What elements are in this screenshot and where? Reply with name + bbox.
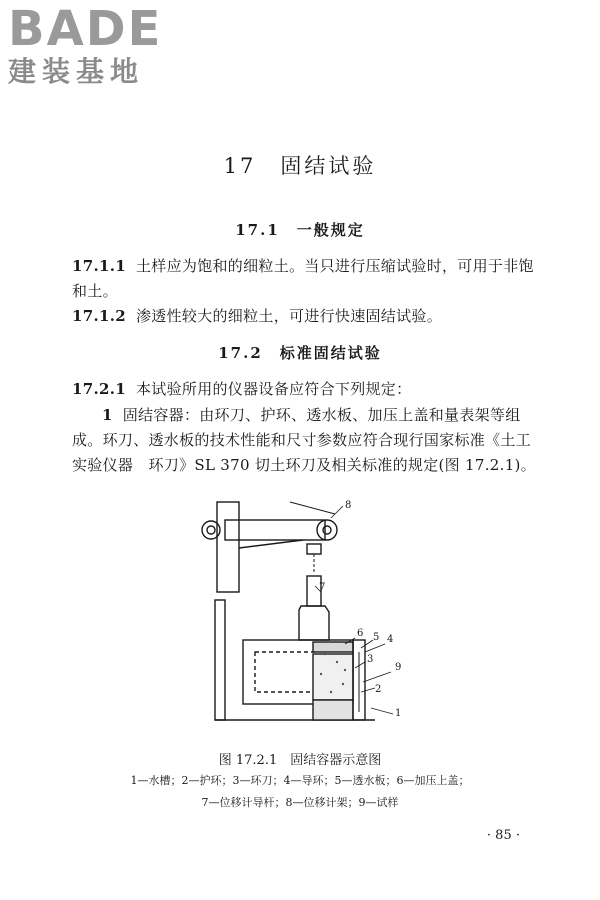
consolidation-apparatus-figure: [195, 492, 420, 732]
label-8: 8: [345, 500, 352, 511]
section-title-17-2: 17.2 标准固结试验: [218, 344, 382, 362]
logo-subtitle: 建装基地: [8, 55, 145, 88]
item-1: [72, 403, 542, 478]
label-6: 6: [357, 628, 364, 639]
logo-word: BADE: [8, 1, 163, 57]
clause-17-1-2: [72, 304, 542, 329]
label-3: 3: [367, 654, 374, 665]
clause-17-1-1: [72, 254, 542, 304]
clause-number: 17.1.2: [72, 307, 126, 325]
label-5: 5: [373, 632, 380, 643]
label-9: 9: [395, 662, 402, 673]
clause-text: 土样应为饱和的细粒土。当只进行压缩试验时，可用于非饱和土。: [72, 257, 534, 300]
label-4: 4: [387, 634, 394, 645]
figure-legend-line-1: 1—水槽；2—护环；3—环刀；4—导环；5—透水板；6—加压上盖；: [130, 774, 470, 787]
clause-text: 渗透性较大的细粒土，可进行快速固结试验。: [136, 307, 443, 325]
item-number: 1: [102, 406, 113, 424]
figure-caption: 图 17.2.1 固结容器示意图: [218, 753, 382, 768]
bade-logo: [8, 1, 188, 88]
page-number: · 85 ·: [486, 828, 520, 843]
label-2: 2: [375, 684, 382, 695]
clause-number: 17.1.1: [72, 257, 126, 275]
section-title-17-1: 17.1 一般规定: [235, 221, 365, 239]
clause-text: 本试验所用的仪器设备应符合下列规定：: [136, 380, 412, 398]
figure-legend-line-2: 7—位移计导杆；8—位移计架；9—试样: [201, 796, 399, 809]
frame-column: [217, 502, 239, 592]
chapter-title: 17 固结试验: [223, 154, 377, 178]
clause-17-2-1: [72, 377, 542, 402]
label-1: 1: [395, 708, 402, 719]
item-text: 固结容器：由环刀、护环、透水板、加压上盖和量表架等组成。环刀、透水板的技术性能和尺寸参数应符合现行国家标准《土工实验仪器 环刀》SL 370 切土环刀及相关标准的规定(图 17.2.1)。: [72, 406, 536, 474]
clause-number: 17.2.1: [72, 380, 126, 398]
label-7: 7: [319, 582, 326, 593]
